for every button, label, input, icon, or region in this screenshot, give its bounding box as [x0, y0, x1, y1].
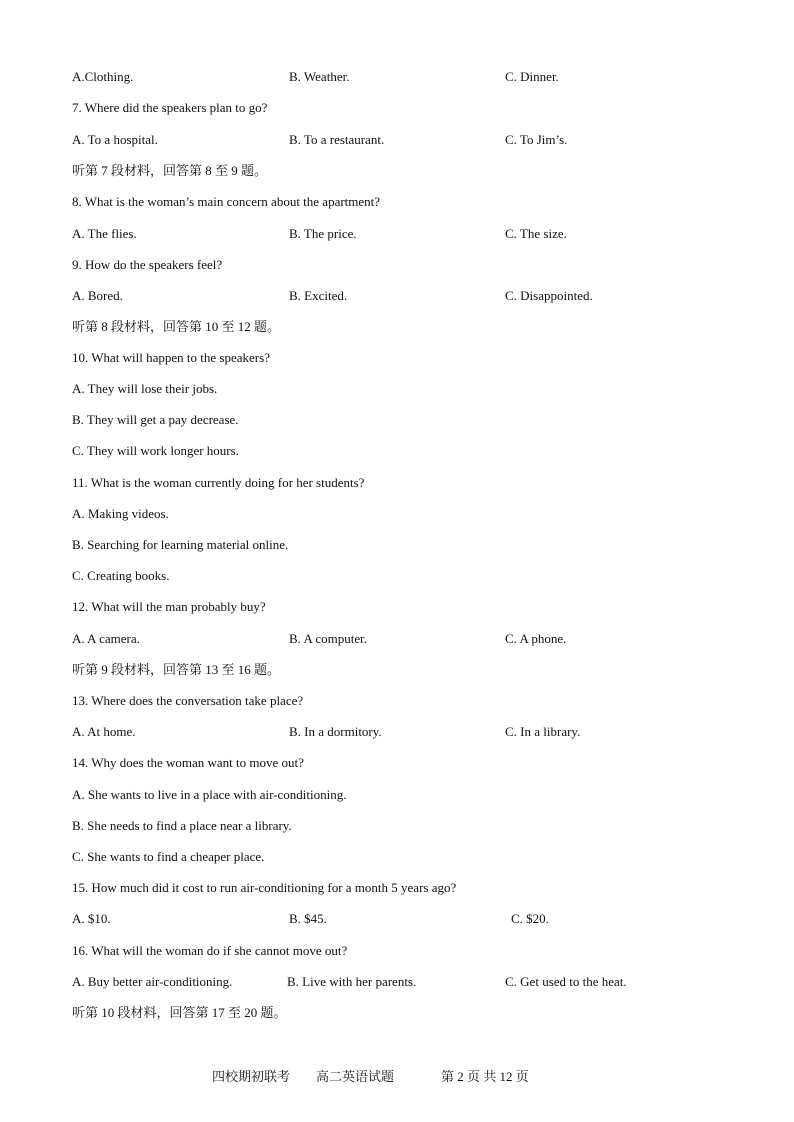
q8-option-b: B. The price.: [289, 226, 357, 241]
q7-option-c: C. To Jim’s.: [505, 132, 568, 147]
option-a-clothing: A.Clothing.: [72, 69, 134, 84]
q9-option-b: B. Excited.: [289, 288, 348, 303]
q13-option-c: C. In a library.: [505, 724, 581, 739]
question-8: 8. What is the woman’s main concern about the apartment?: [72, 194, 381, 209]
section-instruction-9: 听第 9 段材料，回答第 13 至 16 题。: [72, 662, 281, 677]
q16-option-c: C. Get used to the heat.: [505, 974, 627, 989]
q9-option-a: A. Bored.: [72, 288, 123, 303]
question-9: 9. How do the speakers feel?: [72, 257, 223, 272]
option-c-dinner: C. Dinner.: [505, 69, 559, 84]
section-instruction-7: 听第 7 段材料，回答第 8 至 9 题。: [72, 163, 268, 178]
q8-option-a: A. The flies.: [72, 226, 137, 241]
q14-option-a: A. She wants to live in a place with air-conditioning.: [72, 787, 347, 802]
q13-option-b: B. In a dormitory.: [289, 724, 382, 739]
q15-option-a: A. $10.: [72, 911, 111, 926]
q14-option-c: C. She wants to find a cheaper place.: [72, 849, 265, 864]
q7-option-a: A. To a hospital.: [72, 132, 158, 147]
question-10: 10. What will happen to the speakers?: [72, 350, 270, 365]
option-b-weather: B. Weather.: [289, 69, 350, 84]
question-11: 11. What is the woman currently doing for her students?: [72, 475, 365, 490]
question-14: 14. Why does the woman want to move out?: [72, 755, 304, 770]
q10-option-a: A. They will lose their jobs.: [72, 381, 218, 396]
section-instruction-10: 听第 10 段材料，回答第 17 至 20 题。: [72, 1005, 287, 1020]
q14-option-b: B. She needs to find a place near a library.: [72, 818, 292, 833]
q16-option-a: A. Buy better air-conditioning.: [72, 974, 233, 989]
q15-option-b: B. $45.: [289, 911, 327, 926]
q15-option-c: C. $20.: [511, 911, 549, 926]
question-7: 7. Where did the speakers plan to go?: [72, 100, 268, 115]
footer-subject: 高二英语试题: [316, 1069, 395, 1084]
q10-option-c: C. They will work longer hours.: [72, 443, 239, 458]
q11-option-a: A. Making videos.: [72, 506, 169, 521]
q9-option-c: C. Disappointed.: [505, 288, 593, 303]
question-16: 16. What will the woman do if she cannot move out?: [72, 943, 348, 958]
q11-option-b: B. Searching for learning material online.: [72, 537, 289, 552]
question-15: 15. How much did it cost to run air-conditioning for a month 5 years ago?: [72, 880, 457, 895]
q7-option-b: B. To a restaurant.: [289, 132, 385, 147]
q10-option-b: B. They will get a pay decrease.: [72, 412, 239, 427]
q12-option-c: C. A phone.: [505, 631, 567, 646]
q12-option-b: B. A computer.: [289, 631, 367, 646]
question-13: 13. Where does the conversation take place?: [72, 693, 304, 708]
footer-exam-name: 四校期初联考: [212, 1069, 291, 1084]
q13-option-a: A. At home.: [72, 724, 136, 739]
q8-option-c: C. The size.: [505, 226, 567, 241]
q12-option-a: A. A camera.: [72, 631, 140, 646]
section-instruction-8: 听第 8 段材料，回答第 10 至 12 题。: [72, 319, 281, 334]
q11-option-c: C. Creating books.: [72, 568, 170, 583]
footer-page-number: 第 2 页 共 12 页: [441, 1069, 529, 1084]
question-12: 12. What will the man probably buy?: [72, 599, 266, 614]
q16-option-b: B. Live with her parents.: [287, 974, 417, 989]
